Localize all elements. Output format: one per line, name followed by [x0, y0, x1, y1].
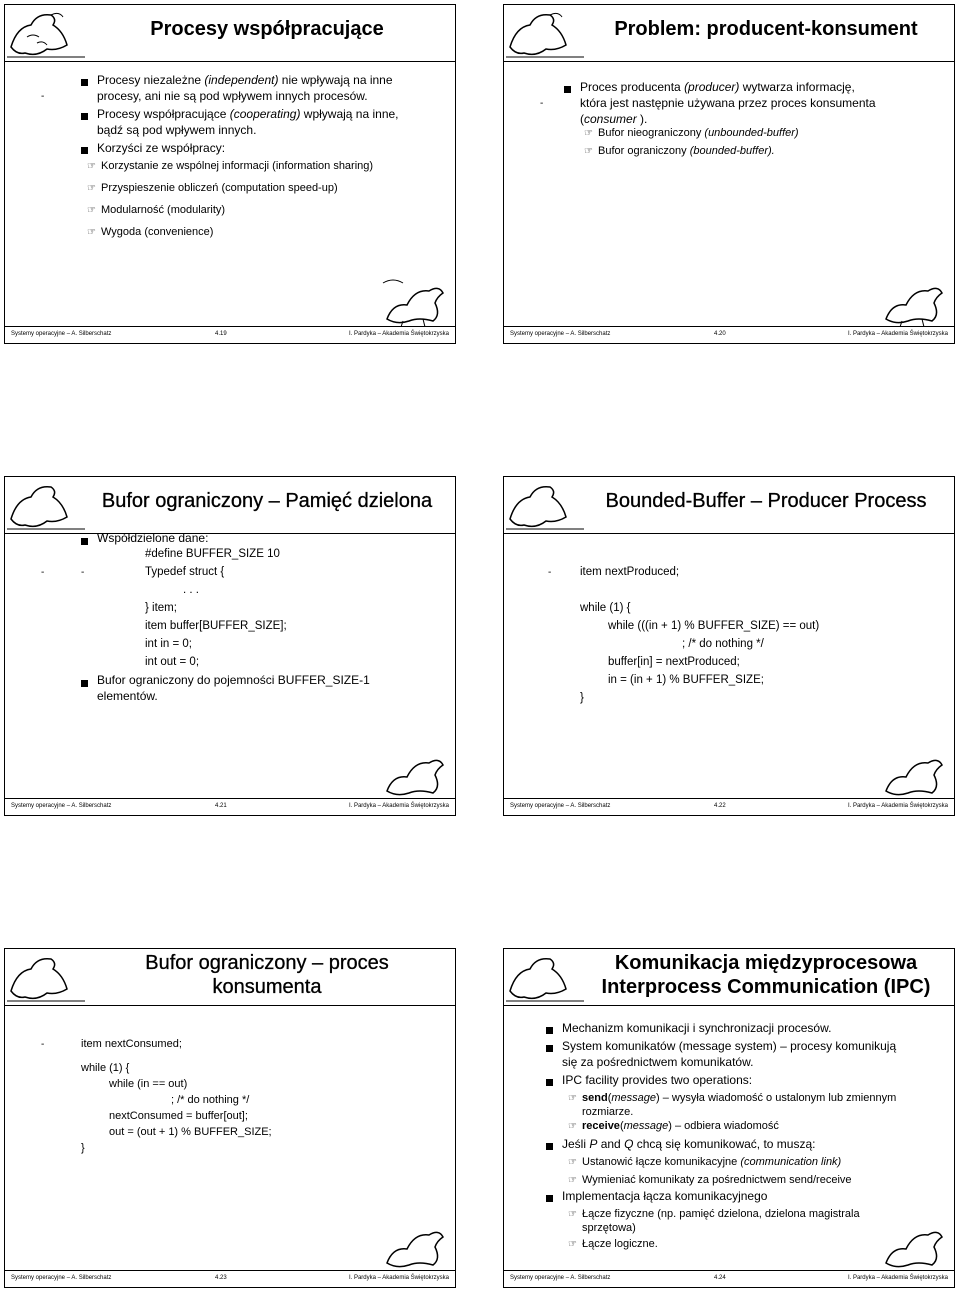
text-line: Modularność (modularity) — [101, 204, 226, 216]
bullet-square — [546, 1143, 553, 1150]
code-line: int out = 0; — [145, 656, 200, 668]
text-line: Wymieniać komunikaty za pośrednictwem send/receive — [582, 1174, 852, 1186]
dinosaur-logo-top — [7, 951, 87, 1007]
pointing-hand-icon: ☞ — [584, 128, 593, 139]
slide-4-23 — [4, 948, 456, 1288]
bullet-square — [81, 680, 88, 687]
dinosaur-logo-bottom — [878, 747, 950, 799]
slide-footer — [5, 326, 455, 343]
code-line: item nextConsumed; — [81, 1038, 182, 1050]
slide-title-line: Bufor ograniczony – proces — [145, 952, 389, 974]
bullet-square — [81, 538, 88, 545]
code-line: ; /* do nothing */ — [171, 1094, 250, 1106]
text-line: Proces producenta (producer) wytwarza informację, — [580, 80, 855, 94]
slide-4-21 — [4, 476, 456, 816]
title-rule — [504, 61, 954, 62]
bullet-square — [546, 1027, 553, 1034]
slide-4-19 — [4, 4, 456, 344]
bullet-square — [546, 1045, 553, 1052]
code-line: } — [580, 692, 584, 704]
text-line: która jest następnie używana przez proces konsumenta — [580, 96, 876, 110]
code-line: ; /* do nothing */ — [682, 638, 764, 650]
dinosaur-logo-bottom — [878, 1219, 950, 1271]
slide-title-line: Komunikacja międzyprocesowa — [614, 952, 918, 974]
dinosaur-logo-bottom — [878, 275, 950, 327]
text-line: Korzystanie ze wspólnej informacji (information sharing) — [101, 160, 374, 172]
slide-title — [85, 951, 449, 999]
text-line: Przyspieszenie obliczeń (computation speed-up) — [101, 182, 338, 194]
pointing-hand-icon: ☞ — [568, 1093, 577, 1104]
footer-right: I. Pardyka – Akademia Świętokrzyska — [348, 331, 449, 337]
code-line: out = (out + 1) % BUFFER_SIZE; — [109, 1126, 272, 1138]
code-line: } item; — [145, 602, 177, 614]
title-rule — [5, 1005, 455, 1006]
pointing-hand-icon: ☞ — [584, 146, 593, 157]
footer-left: Systemy operacyjne – A. Silberschatz — [11, 803, 112, 809]
code-line: } — [81, 1142, 85, 1154]
page-number: 4.24 — [714, 1275, 726, 1281]
footer-left: Systemy operacyjne – A. Silberschatz — [510, 803, 611, 809]
footer-left: Systemy operacyjne – A. Silberschatz — [11, 331, 112, 337]
code-line: Typedef struct { — [145, 566, 225, 578]
page-number: 4.23 — [215, 1275, 227, 1281]
pointing-hand-icon: ☞ — [568, 1209, 577, 1220]
text-line: Bufor nieograniczony (unbounded-buffer) — [598, 127, 799, 139]
text-line: Bufor ograniczony do pojemności BUFFER_SIZE-1 — [97, 673, 370, 687]
slide-title: Procesy współpracujące — [150, 18, 384, 40]
dinosaur-logo-top — [7, 479, 87, 535]
code-line: while (1) { — [580, 602, 631, 614]
dinosaur-logo-bottom — [379, 747, 451, 799]
text-line: Wygoda (convenience) — [101, 226, 214, 238]
pointing-hand-icon: ☞ — [568, 1121, 577, 1132]
dinosaur-logo-bottom — [379, 1219, 451, 1271]
code-line: item buffer[BUFFER_SIZE]; — [145, 620, 287, 632]
dinosaur-logo-top — [506, 479, 586, 535]
code-line: nextConsumed = buffer[out]; — [109, 1110, 248, 1122]
footer-right: I. Pardyka – Akademia Świętokrzyska — [348, 1275, 449, 1281]
slide-footer — [5, 1270, 455, 1287]
page-number: 4.22 — [714, 803, 726, 809]
page-number: 4.21 — [215, 803, 227, 809]
footer-right: I. Pardyka – Akademia Świętokrzyska — [847, 331, 948, 337]
text-line: Łącze fizyczne (np. pamięć dzielona, dzielona magistrala — [582, 1208, 860, 1220]
bullet-square — [546, 1079, 553, 1086]
slide-title: Bufor ograniczony – Pamięć dzielona — [101, 490, 433, 512]
page-number: 4.20 — [714, 331, 726, 337]
footer-right: I. Pardyka – Akademia Świętokrzyska — [348, 803, 449, 809]
text-line: receive(message) – odbiera wiadomość — [582, 1120, 779, 1132]
dash-mark: - — [81, 567, 85, 578]
dinosaur-logo-top — [506, 951, 586, 1007]
slide-4-22 — [503, 476, 955, 816]
footer-right: I. Pardyka – Akademia Świętokrzyska — [847, 1275, 948, 1281]
text-line: Procesy współpracujące (cooperating) wpływają na inne, — [97, 107, 399, 121]
bullet-square — [546, 1195, 553, 1202]
footer-left: Systemy operacyjne – A. Silberschatz — [510, 1275, 611, 1281]
code-line: buffer[in] = nextProduced; — [608, 656, 740, 668]
bullet-square — [81, 79, 88, 86]
text-line: rozmiarze. — [582, 1106, 634, 1118]
text-line: Korzyści ze współpracy: — [97, 141, 226, 155]
code-line: while (((in + 1) % BUFFER_SIZE) == out) — [608, 620, 820, 632]
code-line: while (1) { — [81, 1062, 130, 1074]
dinosaur-logo-bottom — [379, 275, 451, 327]
dash-mark: - — [41, 91, 45, 102]
text-line: bądź są pod wpływem innych. — [97, 123, 257, 137]
slide-4-20 — [503, 4, 955, 344]
pointing-hand-icon: ☞ — [87, 205, 96, 216]
code-line: . . . — [183, 584, 199, 596]
text-line: Ustanowić łącze komunikacyjne (communication link) — [582, 1156, 842, 1168]
slide-4-24 — [503, 948, 955, 1288]
text-line: Mechanizm komunikacji i synchronizacji procesów. — [562, 1021, 832, 1035]
text-line: Współdzielone dane: — [97, 531, 209, 545]
text-line: sprzętowa) — [582, 1222, 636, 1234]
pointing-hand-icon: ☞ — [568, 1175, 577, 1186]
pointing-hand-icon: ☞ — [87, 161, 96, 172]
text-line: Procesy niezależne (independent) nie wpływają na inne — [97, 73, 393, 87]
text-line: Bufor ograniczony (bounded-buffer). — [598, 145, 775, 157]
slide-footer — [504, 798, 954, 815]
slide-footer — [504, 1270, 954, 1287]
dinosaur-logo-top — [7, 7, 87, 63]
code-line: in = (in + 1) % BUFFER_SIZE; — [608, 674, 764, 686]
page-number: 4.19 — [215, 331, 227, 337]
footer-left: Systemy operacyjne – A. Silberschatz — [510, 331, 611, 337]
code-line: int in = 0; — [145, 638, 192, 650]
text-line: System komunikatów (message system) – procesy komunikują — [562, 1039, 897, 1053]
text-line: procesy, ani nie są pod wpływem innych procesów. — [97, 89, 368, 103]
code-line: #define BUFFER_SIZE 10 — [145, 548, 280, 560]
footer-left: Systemy operacyjne – A. Silberschatz — [11, 1275, 112, 1281]
title-rule — [504, 533, 954, 534]
dash-mark: - — [41, 1039, 45, 1050]
text-line: (consumer ). — [580, 112, 648, 126]
bullet-square — [81, 113, 88, 120]
title-rule — [5, 61, 455, 62]
dash-mark: - — [540, 98, 544, 109]
text-line: Łącze logiczne. — [582, 1238, 658, 1250]
bullet-square — [564, 86, 571, 93]
bullet-square — [81, 147, 88, 154]
text-line: się za pośrednictwem komunikatów. — [562, 1055, 754, 1069]
slide-title-line: konsumenta — [212, 976, 322, 998]
slide-title: Problem: producent-konsument — [614, 18, 918, 40]
title-rule — [504, 1005, 954, 1006]
pointing-hand-icon: ☞ — [568, 1157, 577, 1168]
text-line: send(message) – wysyła wiadomość o ustalonym lub zmiennym — [582, 1092, 897, 1104]
pointing-hand-icon: ☞ — [87, 183, 96, 194]
text-line: IPC facility provides two operations: — [562, 1073, 753, 1087]
slide-footer — [5, 798, 455, 815]
text-line: Implementacja łącza komunikacyjnego — [562, 1189, 768, 1203]
slide-title — [584, 951, 948, 999]
pointing-hand-icon: ☞ — [568, 1239, 577, 1250]
code-line: while (in == out) — [109, 1078, 188, 1090]
text-line: elementów. — [97, 689, 158, 703]
dash-mark: - — [548, 567, 552, 578]
dinosaur-logo-top — [506, 7, 586, 63]
slide-title-line: Interprocess Communication (IPC) — [601, 976, 931, 998]
slide-title: Bounded-Buffer – Producer Process — [605, 490, 927, 512]
code-line: item nextProduced; — [580, 566, 680, 578]
slide-footer — [504, 326, 954, 343]
dash-mark: - — [41, 567, 45, 578]
title-rule — [5, 533, 455, 534]
text-line: Jeśli P and Q chcą się komunikować, to muszą: — [562, 1137, 816, 1151]
pointing-hand-icon: ☞ — [87, 227, 96, 238]
footer-right: I. Pardyka – Akademia Świętokrzyska — [847, 803, 948, 809]
